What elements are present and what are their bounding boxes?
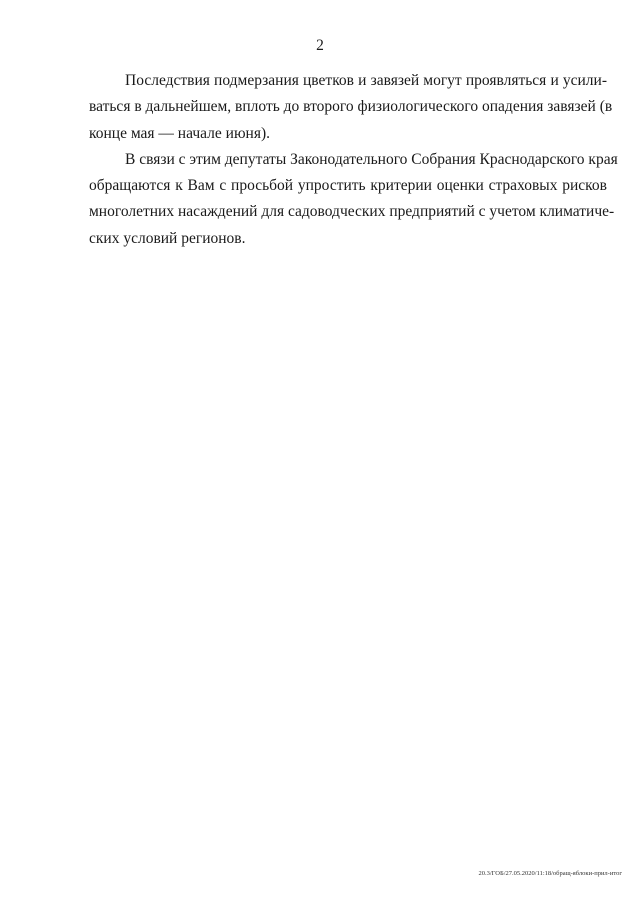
text-line: ских условий регионов.: [89, 229, 246, 247]
paragraph-request: [89, 147, 618, 252]
text-line: многолетних насаждений для садоводческих предприятий с учетом климатиче-: [89, 203, 615, 221]
text-line: В связи с этим депутаты Законодательного Собрания Краснодарского края: [125, 150, 618, 168]
text-line: конце мая — начале июня).: [89, 124, 270, 142]
document-reference-code: 20.3/ГОБ/27.05.2020/11:18/обращ-яблоки-прил-итог: [478, 870, 622, 877]
text-line: Последствия подмерзания цветков и завязей могут проявляться и усили-: [125, 72, 607, 89]
text-line: ваться в дальнейшем, вплоть до второго физиологического опадения завязей (в: [89, 98, 613, 116]
paragraph-frost-consequences: [89, 68, 613, 147]
page-number: 2: [316, 37, 324, 54]
document-body: [89, 68, 618, 252]
text-line: обращаются к Вам с просьбой упростить критерии оценки страховых рисков: [89, 177, 607, 195]
